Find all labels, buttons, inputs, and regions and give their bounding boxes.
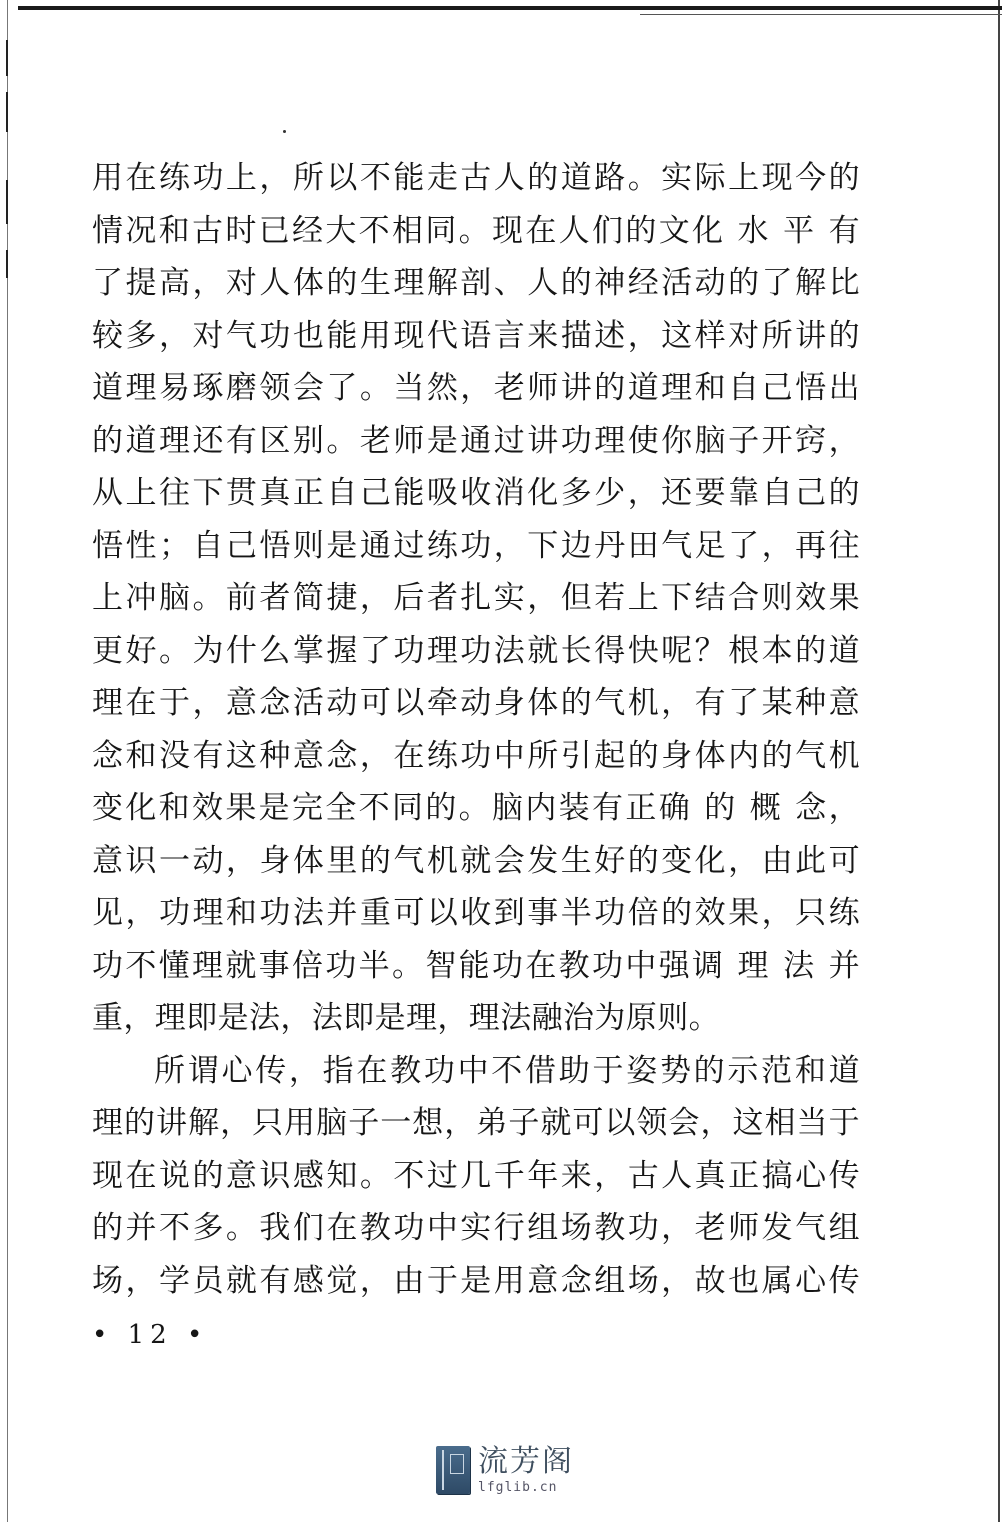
text-line: 上冲脑。前者简捷，后者扎实，但若上下结合则效果 (92, 580, 860, 616)
text-line: 的道理还有区别。老师是通过讲功理使你脑子开窍， (92, 422, 860, 459)
text-line: 的并不多。我们在教功中实行组场教功，老师发气组 (92, 1210, 860, 1246)
text-line: 悟性；自己悟则是通过练功，下边丹田气足了，再往 (92, 527, 860, 564)
text-line: 场，学员就有感觉，由于是用意念组场，故也属心传 (92, 1262, 860, 1299)
scan-edge-mark (6, 250, 8, 278)
page-top-rule-thin (640, 14, 1002, 15)
page-top-rule (18, 6, 1002, 10)
text-line: 意识一动，身体里的气机就会发生好的变化，由此可 (92, 842, 860, 879)
text-line: 见，功理和功法并重可以收到事半功倍的效果，只练 (92, 895, 860, 931)
page-right-edge (998, 0, 1000, 1522)
scan-speck (283, 130, 286, 133)
text-line: 情况和古时已经大不相同。现在人们的文化 水 平 有 (92, 212, 860, 249)
text-line: 用在练功上，所以不能走古人的道路。实际上现今的 (92, 160, 860, 196)
scan-edge-mark (6, 40, 8, 76)
text-line: 较多，对气功也能用现代语言来描述，这样对所讲的 (92, 317, 860, 354)
text-line: 现在说的意识感知。不过几千年来，古人真正搞心传 (92, 1157, 860, 1194)
page-number: • 12 • (92, 1320, 209, 1350)
text-line: 从上往下贯真正自己能吸收消化多少，还要靠自己的 (92, 475, 860, 511)
text-line: 理的讲解，只用脑子一想，弟子就可以领会，这相当于 (92, 1105, 860, 1141)
page-left-edge (0, 0, 8, 1522)
text-line: 理在于，意念活动可以牵动身体的气机，有了某种意 (92, 685, 860, 721)
text-line: 变化和效果是完全不同的。脑内装有正确 的 概 念， (92, 790, 860, 826)
watermark-url: lfglib.cn (478, 1479, 558, 1495)
text-line: 念和没有这种意念，在练功中所引起的身体内的气机 (92, 737, 860, 774)
text-line: 功不懂理就事倍功半。智能功在教功中强调 理 法 并 (92, 947, 860, 984)
text-line: 道理易琢磨领会了。当然，老师讲的道理和自己悟出 (92, 370, 860, 406)
text-line: 了提高，对人体的生理解剖、人的神经活动的了解比 (92, 265, 860, 301)
scan-edge-mark (6, 180, 8, 224)
text-line: 更好。为什么掌握了功理功法就长得快呢？根本的道 (92, 632, 860, 669)
watermark-text (478, 1443, 574, 1495)
scan-edge-mark (6, 92, 8, 132)
paragraph-first-line: 所谓心传，指在教功中不借助于姿势的示范和道 (154, 1052, 860, 1089)
book-icon (436, 1446, 470, 1494)
watermark-title: 流芳阁 (478, 1443, 574, 1479)
watermark (436, 1442, 574, 1498)
body-text (92, 152, 860, 1307)
text-line: 重，理即是法，法即是理，理法融治为原则。 (92, 1000, 720, 1036)
